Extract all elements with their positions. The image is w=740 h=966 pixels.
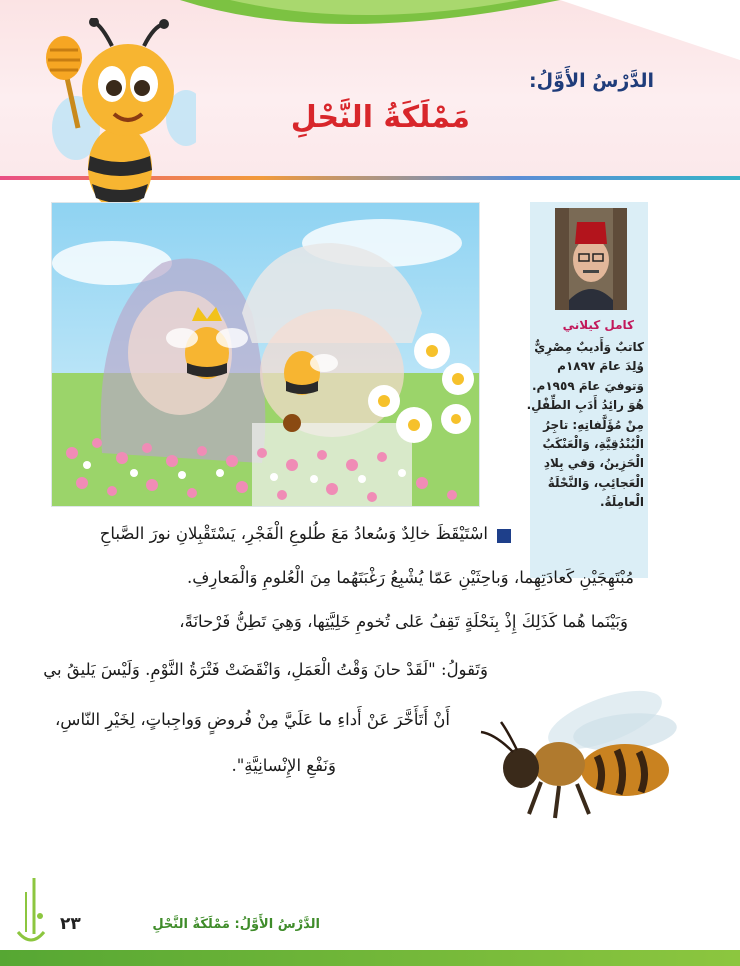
lesson-title: مَمْلَكَةُ النَّحْلِ <box>290 100 470 135</box>
body-text-line: أَنْ أَتَأَخَّرَ عَنْ أَداءِ ما عَلَيَّ مِنْ فُروضٍ وَواجِباتٍ، لِخَيْرِ النّاسِ، <box>54 710 450 729</box>
footer-running-title: الدَّرْسُ الأَوَّلُ: مَمْلَكَةُ النَّحْلِ <box>152 917 320 932</box>
author-bio-line: الْعَجائِبِ، وَالنَّحْلَةُ <box>547 475 644 490</box>
page-number: ٢٣ <box>60 914 81 934</box>
author-photo <box>555 208 627 310</box>
body-text-line: مُبْتَهِجَيْنِ كَعادَتِهِما، وَباحِثَيْنِ عَمّا يُشْبِعُ رَغْبَتَهُما مِنَ الْعُلومِ وَالْمَعارِفِ. <box>187 568 634 587</box>
author-name: كامل كيلاني <box>562 318 634 332</box>
author-bio-line: وُلِدَ عامَ ١٨٩٧م <box>557 359 644 374</box>
footer-bar <box>0 950 740 966</box>
author-bio-line: الْحَزِينُ، وَفي بِلادِ <box>543 456 644 471</box>
author-bio-line: وَتوفيَ عامَ ١٩٥٩م. <box>532 378 644 393</box>
author-bio-line: الْعامِلَةُ. <box>599 495 644 510</box>
body-text-line: وَنَفْعِ الإِنْسانِيَّةِ". <box>231 756 336 775</box>
story-illustration <box>51 202 480 507</box>
honeybee-photo <box>455 668 695 828</box>
author-bio <box>526 338 644 513</box>
lesson-label: الدَّرْسُ الأَوَّلُ: <box>529 70 654 92</box>
paragraph-bullet <box>497 529 511 543</box>
body-text-line: اسْتَيْقَظَ خالِدٌ وَسُعادُ مَعَ طُلوعِ الْفَجْرِ، يَسْتَقْبِلانِ نورَ الصَّباحِ <box>99 524 488 543</box>
calligraphy-ornament-icon <box>14 876 48 948</box>
author-bio-line: هُوَ رائِدُ أَدَبِ الطِّفْلِ. <box>526 398 644 413</box>
author-bio-line: مِنْ مُؤَلَّفاتِهِ: تاجِرُ <box>543 417 644 432</box>
body-text-line: وَتَقولُ: "لَقَدْ حانَ وَقْتُ الْعَمَلِ، وَانْقَضَتْ فَتْرَةُ النَّوْمِ. وَلَيْسَ يَليقُ بي <box>43 660 488 679</box>
author-bio-line: الْبُنْدُقِيَّةِ، وَالْعَنْكَبُ <box>542 437 644 452</box>
body-text-line: وَبَيْنَما هُما كَذَلِكَ إِذْ بِنَحْلَةٍ تَقِفُ عَلى تُخومِ خَلِيَّتِها، وَهِيَ تَطِنُّ فَرْحانَةً، <box>179 612 628 631</box>
bee-mascot-icon <box>36 18 196 218</box>
author-bio-line: كاتبٌ وَأَديبٌ مِصْرِيٌّ <box>534 340 644 354</box>
